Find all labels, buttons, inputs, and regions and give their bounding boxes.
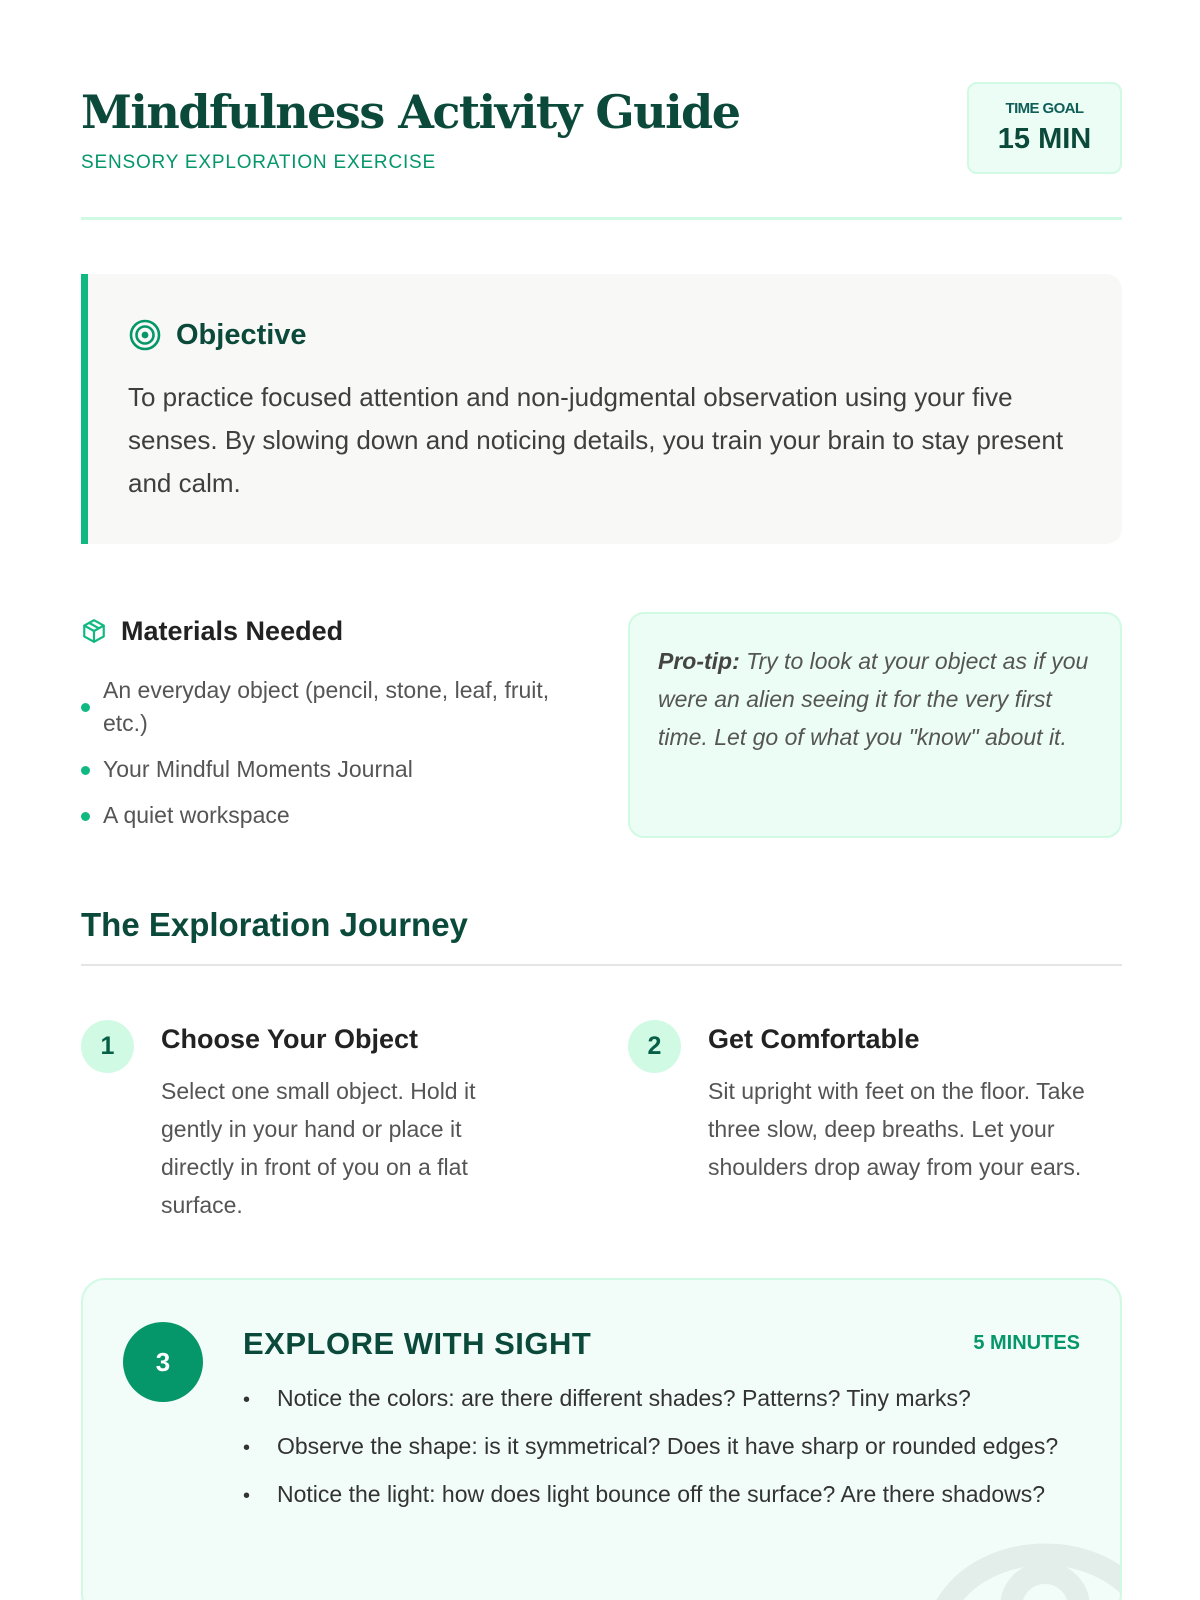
pro-tip-label: Pro-tip: [658, 648, 740, 674]
objective-text: To practice focused attention and non-judgmental observation using your five senses. By slowing down and noticing details, you train your brain to stay present and calm. [128, 382, 1064, 498]
time-goal-badge [967, 82, 1122, 174]
eye-icon [930, 1492, 1122, 1600]
bullet: • [243, 1485, 251, 1507]
journey-title: The Exploration Journey [81, 906, 468, 943]
step-title: Get Comfortable [708, 1024, 920, 1054]
section-divider [81, 964, 1122, 966]
list-item [243, 1382, 1063, 1417]
prompt-text: Notice the light: how does light bounce off the surface? Are there shadows? [277, 1481, 1046, 1507]
prompt-text: Notice the colors: are there different shades? Patterns? Tiny marks? [277, 1385, 971, 1411]
material-text: A quiet workspace [103, 802, 290, 828]
objective-card [81, 274, 1122, 544]
step-text: Select one small object. Hold it gently in your hand or place it directly in front of you on a flat surface. [161, 1078, 476, 1218]
box-icon [81, 618, 107, 644]
page-subtitle: SENSORY EXPLORATION EXERCISE [81, 152, 437, 173]
page-header [81, 82, 1122, 220]
page-title: Mindfulness Activity Guide [81, 85, 740, 139]
time-goal-value: 15 MIN [997, 123, 1092, 155]
materials-section [81, 612, 581, 845]
bullet-dot [81, 766, 90, 775]
material-text: Your Mindful Moments Journal [103, 756, 413, 782]
step-title: EXPLORE WITH SIGHT [243, 1326, 592, 1361]
list-item [243, 1430, 1063, 1465]
objective-title: Objective [176, 318, 307, 351]
material-text: An everyday object (pencil, stone, leaf, fruit, etc.) [103, 677, 550, 736]
materials-title: Materials Needed [121, 615, 344, 646]
step-title: Choose Your Object [161, 1024, 419, 1054]
step-number: 1 [81, 1020, 134, 1073]
step-number: 3 [123, 1322, 203, 1402]
target-icon [128, 318, 162, 352]
bullet: • [243, 1437, 251, 1459]
materials-list [81, 674, 581, 832]
step-text: Sit upright with feet on the floor. Take three slow, deep breaths. Let your shoulders drop away from your ears. [708, 1078, 1085, 1180]
list-item [81, 753, 581, 786]
pro-tip-text: Try to look at your object as if you were an alien seeing it for the very first time. Let go of what you "know" about it. [658, 648, 1089, 750]
pro-tip-paragraph [658, 642, 1092, 756]
bullet: • [243, 1389, 251, 1411]
materials-heading [81, 612, 581, 650]
list-item [81, 799, 581, 832]
list-item [81, 674, 581, 740]
bullet-dot [81, 812, 90, 821]
objective-heading [128, 318, 307, 352]
step-3-card [81, 1278, 1122, 1600]
duration-label: 5 MINUTES [973, 1332, 1080, 1354]
prompt-text: Observe the shape: is it symmetrical? Does it have sharp or rounded edges? [277, 1433, 1059, 1459]
pro-tip-card [628, 612, 1122, 838]
step-number: 2 [628, 1020, 681, 1073]
bullet-dot [81, 703, 90, 712]
time-goal-label: TIME GOAL [1005, 100, 1084, 117]
